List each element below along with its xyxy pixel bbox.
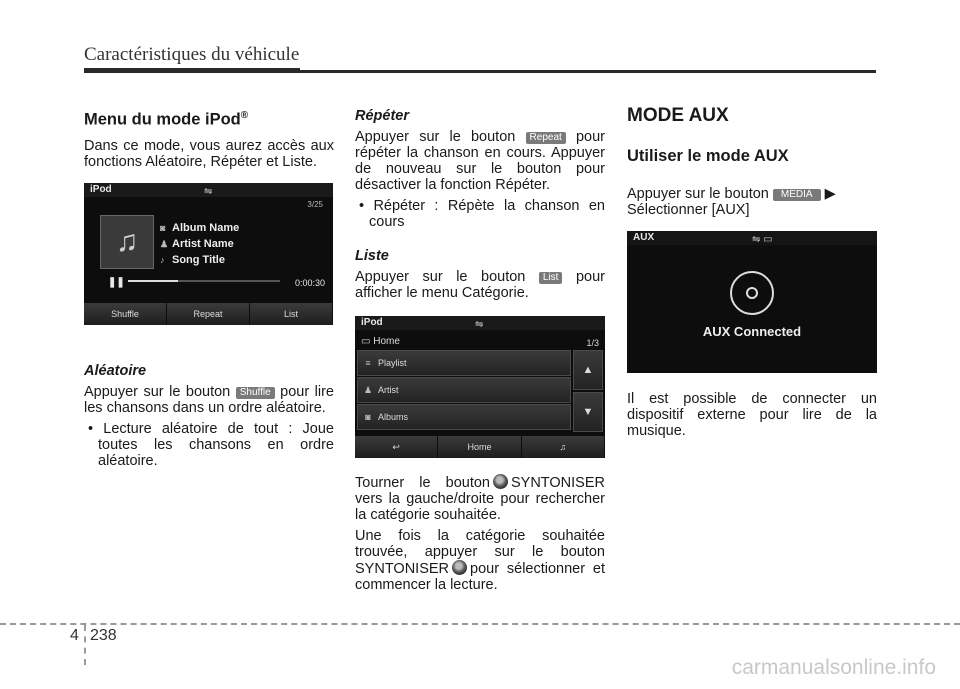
- list-button[interactable]: List: [250, 303, 333, 325]
- playlist-icon: ≡: [365, 358, 371, 368]
- aleatoire-bullet: • Lecture aléatoire de tout : Joue toutes les chansons en ordre aléatoire.: [88, 420, 334, 469]
- artist-icon: ♟: [160, 238, 169, 249]
- aux-screen-title: AUX: [627, 231, 877, 245]
- song-title: ♪ Song Title: [160, 253, 225, 266]
- song-icon: ♪: [160, 254, 165, 265]
- header-rule-accent: [84, 68, 300, 73]
- list-item-albums[interactable]: ◙ Albums: [357, 404, 571, 430]
- footer-rule: [0, 623, 960, 625]
- home-folder: ▭ Home: [361, 336, 400, 347]
- list-button-bar: [355, 436, 605, 458]
- progress-fill: [128, 280, 178, 282]
- progress-bar: [128, 280, 280, 282]
- now-playing-button[interactable]: ♫: [522, 436, 605, 458]
- watermark: carmanualsonline.info: [731, 656, 936, 679]
- list-item-artist[interactable]: ♟ Artist: [357, 377, 571, 403]
- media-label: MEDIA: [773, 189, 821, 201]
- ipod-screen-title: iPod: [84, 183, 333, 197]
- album-name: ◙ Album Name: [160, 221, 240, 234]
- disc-icon: [730, 271, 774, 315]
- back-button[interactable]: ↩: [355, 436, 438, 458]
- scroll-arrows: [573, 350, 603, 430]
- liste-heading: Liste: [355, 248, 389, 264]
- use-aux-text: Appuyer sur le bouton MEDIA ▶ Sélectionner [AUX]: [627, 186, 836, 218]
- aux-status: AUX Connected: [702, 324, 802, 339]
- column-repeat-list: [355, 108, 605, 593]
- column-aux-mode: [627, 105, 877, 439]
- repeter-bullet: • Répéter : Répète la chanson en cours: [359, 198, 605, 230]
- ipod-screen: [84, 183, 333, 325]
- artist-icon: ♟: [363, 385, 373, 395]
- list-item-playlist[interactable]: ≡ Playlist: [357, 350, 571, 376]
- shuffle-button[interactable]: Shuffle: [84, 303, 167, 325]
- aux-mode-heading: MODE AUX: [627, 105, 729, 126]
- usb-icon: ⇋: [475, 319, 484, 330]
- album-icon: ◙: [160, 222, 166, 233]
- ipod-menu-intro: Dans ce mode, vous aurez accès aux fonctions Aléatoire, Répéter et Liste.: [84, 137, 334, 170]
- aleatoire-text: Appuyer sur le bouton Shuffle pour lire les chansons dans un ordre aléatoire.: [84, 383, 334, 416]
- aleatoire-heading: Aléatoire: [84, 362, 147, 379]
- pause-icon: ❚❚: [108, 276, 125, 288]
- scroll-down-button[interactable]: ▼: [573, 392, 603, 432]
- elapsed-time: 0:00:30: [294, 277, 325, 288]
- tune-knob-icon: [493, 474, 508, 489]
- chapter-number: 4: [70, 627, 79, 644]
- folder-icon: ▭: [361, 336, 371, 347]
- artist-name: ♟ Artist Name: [160, 237, 234, 250]
- usb-icon: ⇋ ▭: [752, 234, 773, 245]
- select-text: Une fois la catégorie souhaitée trouvée, appuyer sur le bouton SYNTONISER pour sélectionner et commencer la lecture.: [355, 528, 605, 593]
- track-count: 3/25: [307, 199, 323, 209]
- repeter-heading: Répéter: [355, 108, 409, 124]
- page-indicator: 1/3: [586, 338, 599, 348]
- column-ipod-menu: [84, 108, 334, 469]
- footer-divider: [84, 625, 86, 665]
- liste-text: Appuyer sur le bouton List pour afficher le menu Catégorie.: [355, 269, 606, 301]
- ipod-button-bar: [84, 303, 333, 325]
- shuffle-label: Shuffle: [236, 387, 275, 399]
- tune-knob-icon: [452, 560, 467, 575]
- list-screen-title: iPod: [355, 316, 605, 330]
- home-button[interactable]: Home: [438, 436, 521, 458]
- aux-screen: [627, 231, 877, 373]
- tune-text: Tourner le bouton SYNTONISER vers la gauche/droite pour rechercher la catégorie souhaitée.: [355, 475, 605, 523]
- repeter-text: Appuyer sur le bouton Repeat pour répéter la chanson en cours. Appuyer de nouveau sur le bouton pour désactiver la fonction Répéter.: [355, 129, 605, 193]
- music-note-icon: ♫: [100, 215, 154, 269]
- page-number: 238: [90, 627, 117, 644]
- list-screen: [355, 316, 605, 458]
- scroll-up-button[interactable]: ▲: [573, 350, 603, 390]
- usb-icon: ⇋: [204, 185, 213, 197]
- repeat-label: Repeat: [526, 132, 566, 144]
- ipod-menu-heading: Menu du mode iPod®: [84, 110, 249, 129]
- aux-connect-text: Il est possible de connecter un dispositif externe pour lire de la musique.: [627, 391, 877, 439]
- repeat-button[interactable]: Repeat: [167, 303, 250, 325]
- page-header-title: Caractéristiques du véhicule: [84, 44, 300, 65]
- list-label: List: [539, 272, 563, 284]
- use-aux-heading: Utiliser le mode AUX: [627, 147, 789, 165]
- album-icon: ◙: [365, 412, 371, 422]
